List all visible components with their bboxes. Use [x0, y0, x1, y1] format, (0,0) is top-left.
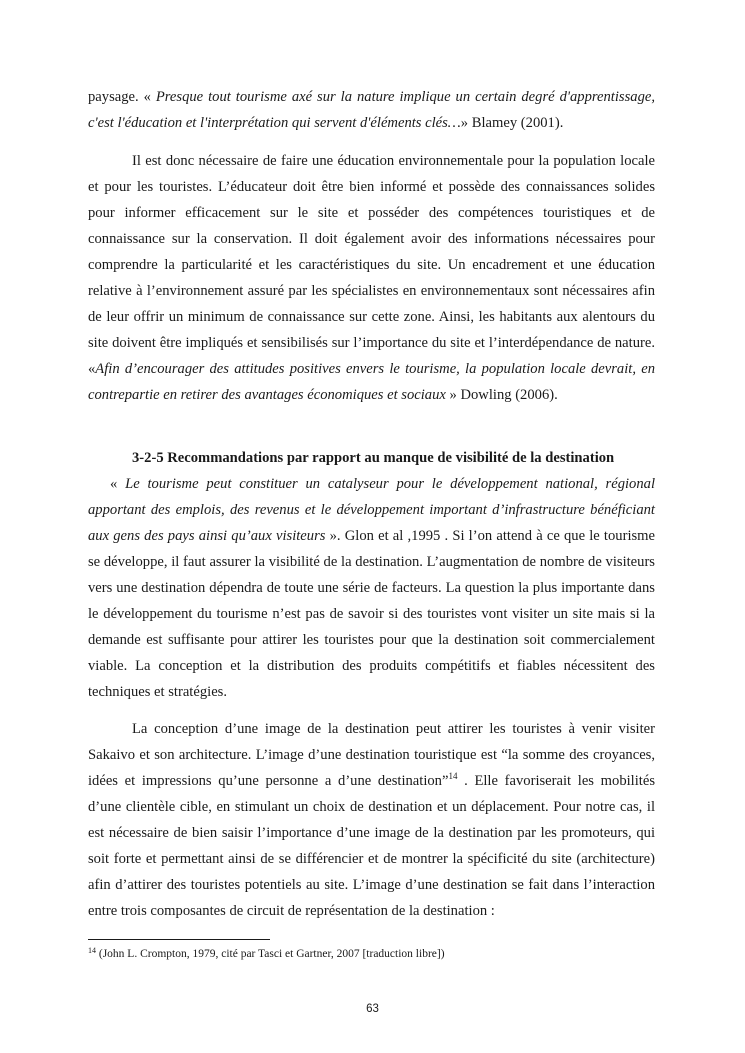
paragraph-1 [88, 84, 655, 136]
paragraph-2-citation: » Dowling (2006). [445, 387, 558, 403]
paragraph-3 [88, 471, 655, 705]
paragraph-1-quote: Presque tout tourisme axé sur la nature implique un certain degré d'apprentissage, c'est l'éducation et l'interprétation qui servent d'éléments clés… [88, 89, 655, 131]
paragraph-2-text: Il est donc nécessaire de faire une éducation environnementale pour la population locale et pour les touristes. L’éducateur doit être bien informé et possède des connaissances solides pour informer efficacement sur le site et posséder des compétences touristiques et de connaissance sur la conservation. Il doit également avoir des informations nécessaires pour comprendre la particularité et les caractéristiques du site. Un encadrement et une éducation relative à l’environnement assuré par les spécialistes en environnementaux sont nécessaires afin de leur offrir un minimum de connaissance sur cette zone. Ainsi, les habitants aux alentours du site doivent être impliqués et sensibilisés sur l’importance du site et l’interdépendance de nature. « [88, 153, 655, 377]
paragraph-3-text: ». Glon et al ,1995 . Si l’on attend à ce que le tourisme se développe, il faut assurer la visibilité de la destination. L’augmentation de nombre de visiteurs vers une destination dépendra de toute une série de facteurs. La question la plus importante dans le développement du tourisme n’est pas de savoir si des touristes vont visiter un site mais si la demande est suffisante pour attirer les touristes pour que la destination soit commercialement viable. La conception et la distribution des produits compétitifs et fiables nécessitent des techniques et stratégies. [88, 528, 656, 700]
footnote-text: (John L. Crompton, 1979, cité par Tasci et Gartner, 2007 [traduction libre]) [96, 948, 445, 960]
paragraph-2 [88, 148, 655, 408]
footnote-divider [88, 939, 270, 940]
footnote-number: 14 [88, 946, 96, 955]
paragraph-4 [88, 716, 655, 924]
paragraph-1-text: paysage. « [88, 89, 156, 105]
paragraph-3-open: « [110, 476, 126, 492]
section-heading: 3-2-5 Recommandations par rapport au manque de visibilité de la destination [132, 450, 615, 466]
paragraph-4-text-continued: . Elle favoriserait les mobilités d’une clientèle cible, en stimulant un choix de destination et un déplacement. Pour notre cas, il est nécessaire de bien saisir l’importance d’une image de la destination par les promoteurs, qui soit forte et permettant ainsi de se différencier et de montrer la spécificité du site (architecture) afin d’attirer des touristes potentiels au site. L’image d’une destination se fait dans l’interaction entre trois composantes de circuit de représentation de la destination : [88, 773, 655, 919]
paragraph-3-quote: Le tourisme peut constituer un catalyseur pour le développement national, régional apportant des emplois, des revenus et le développement important d’infrastructure bénéficiant aux gens des pays ainsi qu’aux visiteurs [88, 476, 656, 544]
page-number: 63 [366, 1003, 379, 1015]
footnote [88, 946, 445, 962]
paragraph-2-quote: Afin d’encourager des attitudes positives envers le tourisme, la population locale devrait, en contrepartie en retirer des avantages économiques et sociaux [88, 361, 655, 403]
paragraph-1-citation: » Blamey (2001). [460, 115, 564, 131]
footnote-reference[interactable]: 14 [448, 771, 458, 781]
paragraph-4-text: La conception d’une image de la destination peut attirer les touristes à venir visiter Sakaivo et son architecture. L’image d’une destination touristique est “la somme des croyances, idées et impressions qu’une personne a d’une destination” [88, 721, 655, 789]
